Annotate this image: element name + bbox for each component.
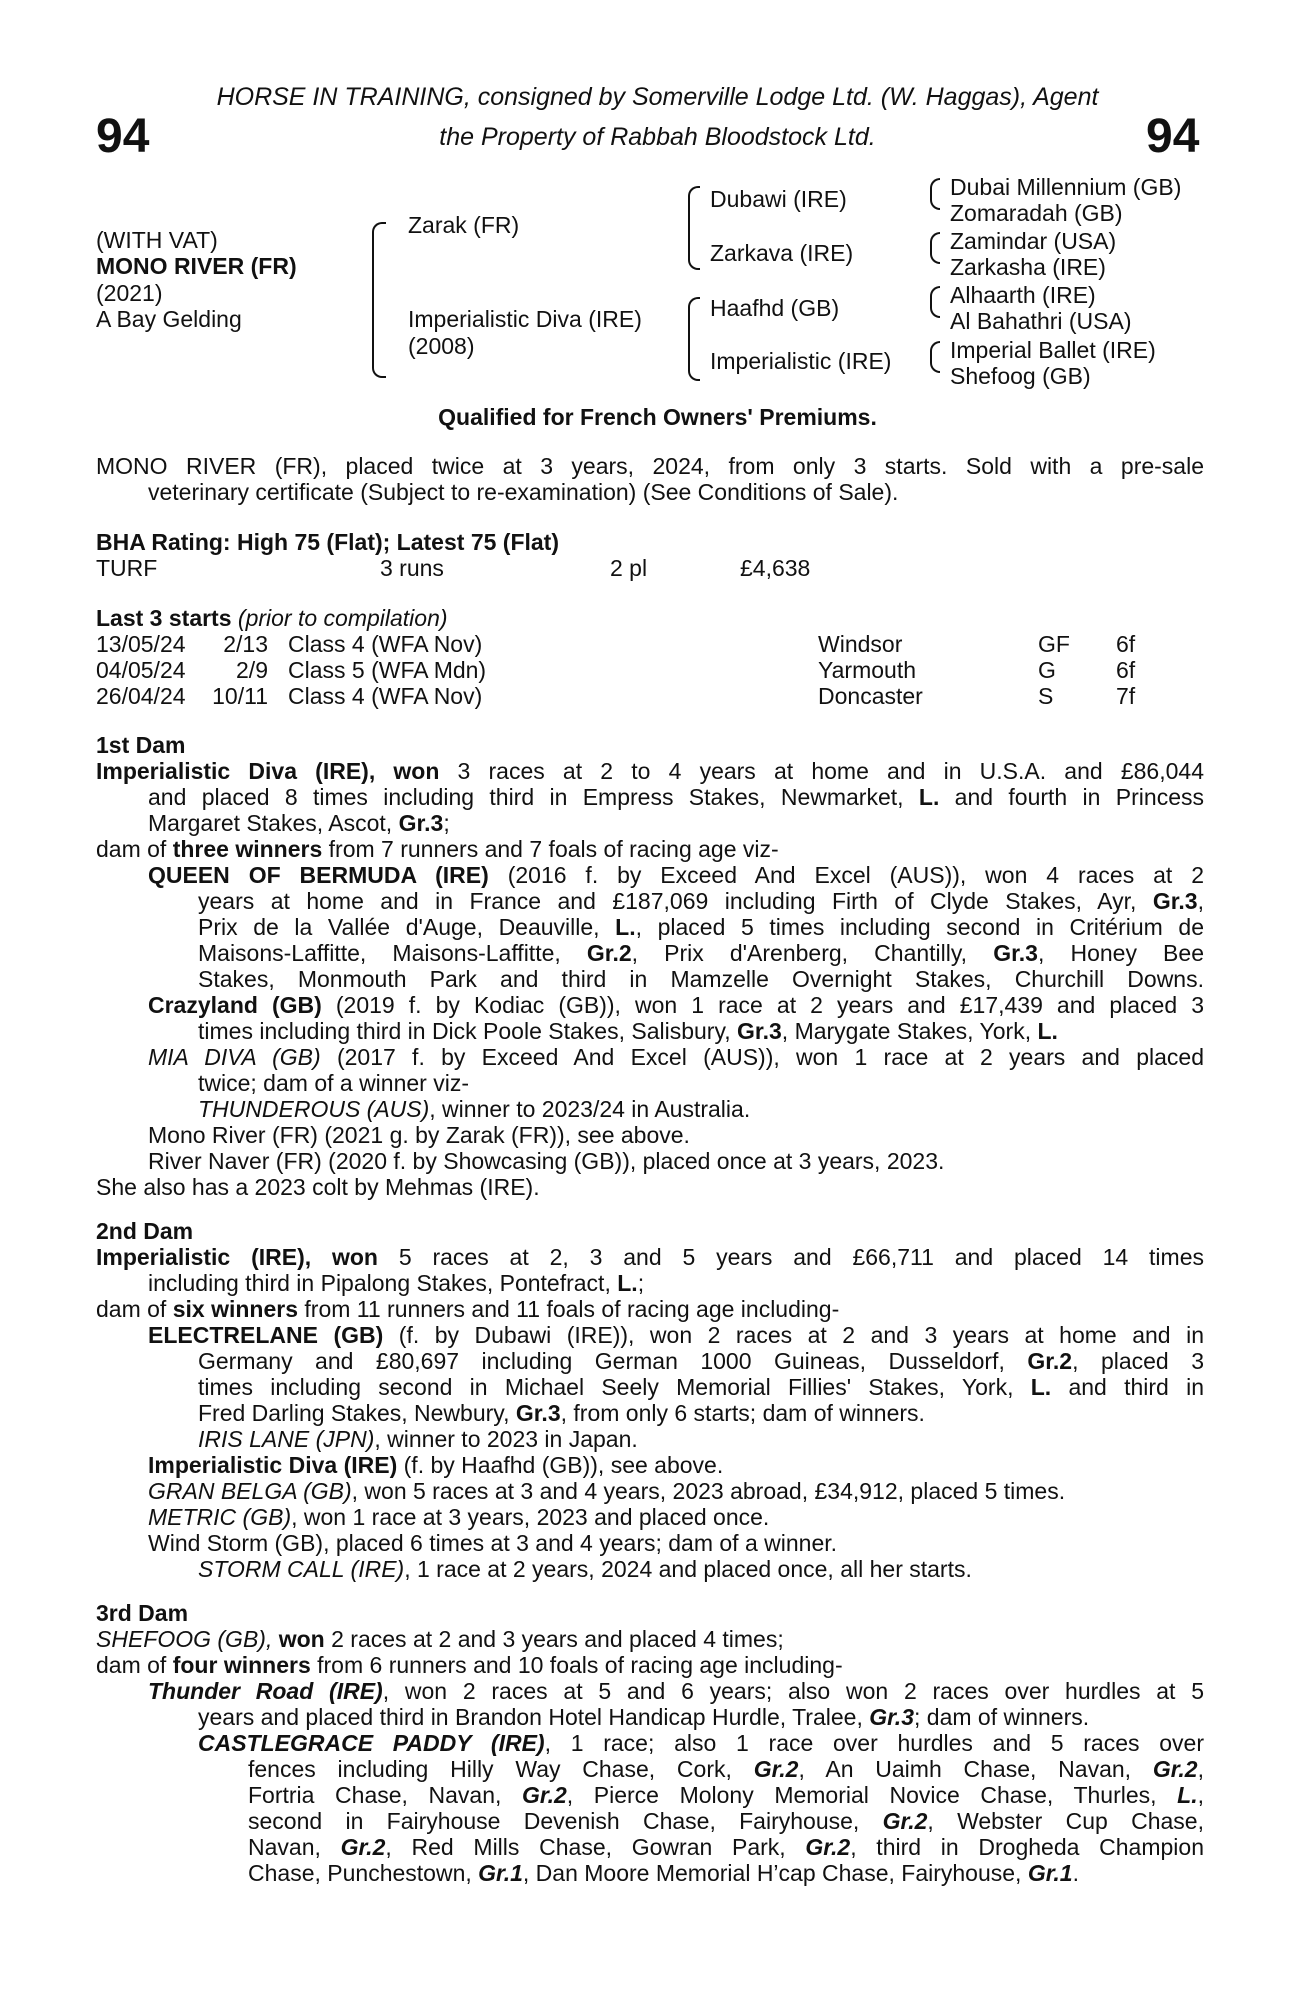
- metric: METRIC (GB), won 1 race at 3 years, 2023 and placed once.: [148, 1504, 770, 1530]
- start-going: S: [1038, 683, 1054, 709]
- start-going: GF: [1038, 631, 1070, 657]
- crazyland-2: times including third in Dick Poole Stakes, Salisbury, Gr.3, Marygate Stakes, York, L.: [198, 1018, 1058, 1044]
- bha-heading: BHA Rating: High 75 (Flat); Latest 75 (Flat): [96, 529, 559, 555]
- queen-of-bermuda-3: Prix de la Vallée d'Auge, Deauville, L., placed 5 times including second in Critérium de: [198, 914, 1204, 940]
- thunder-road-2: years and placed third in Brandon Hotel Handicap Hurdle, Tralee, Gr.3; dam of winners.: [198, 1704, 1090, 1730]
- start-pos: 2/9: [236, 657, 268, 683]
- start-pos: 10/11: [212, 683, 268, 709]
- pedigree-brace-2b: [688, 297, 700, 381]
- pedigree-brace-3a: [930, 178, 940, 210]
- dam3-progeny-intro: dam of four winners from 6 runners and 10 foals of racing age including-: [96, 1652, 843, 1678]
- dam-sire: Haafhd (GB): [710, 295, 840, 321]
- imperialistic-diva-entry: Imperialistic Diva (IRE) (f. by Haafhd (GB)), see above.: [148, 1452, 724, 1478]
- thunder-road-1: Thunder Road (IRE), won 2 races at 5 and 6 years; also won 2 races over hurdles at 5: [148, 1678, 1205, 1704]
- start-course: Windsor: [818, 631, 903, 657]
- wind-storm: Wind Storm (GB), placed 6 times at 3 and 4 years; dam of a winner.: [148, 1530, 838, 1556]
- horse-name: MONO RIVER (FR): [96, 253, 297, 279]
- dam: Imperialistic Diva (IRE): [408, 306, 642, 332]
- horse-year: (2021): [96, 280, 163, 306]
- dam1-line-3: Margaret Stakes, Ascot, Gr.3;: [148, 810, 450, 836]
- bha-runs: 3 runs: [380, 555, 444, 581]
- start-going: G: [1038, 657, 1056, 683]
- sire: Zarak (FR): [408, 212, 520, 238]
- intro-line-2: veterinary certificate (Subject to re-examination) (See Conditions of Sale).: [148, 479, 899, 505]
- castlegrace-paddy-6: Chase, Punchestown, Gr.1, Dan Moore Memorial H’cap Chase, Fairyhouse, Gr.1.: [248, 1860, 1079, 1886]
- start-dist: 6f: [1116, 657, 1136, 683]
- dam1-line-1: Imperialistic Diva (IRE), won 3 races at 2 to 4 years at home and in U.S.A. and £86,044: [96, 758, 1204, 784]
- river-naver-entry: River Naver (FR) (2020 f. by Showcasing (GB)), placed once at 3 years, 2023.: [148, 1148, 945, 1174]
- thunderous: THUNDEROUS (AUS), winner to 2023/24 in Australia.: [198, 1096, 751, 1122]
- sire-dam: Zarkava (IRE): [710, 240, 854, 266]
- g3-dss: Alhaarth (IRE): [950, 282, 1096, 308]
- g3-sss: Dubai Millennium (GB): [950, 174, 1182, 200]
- sire-sire: Dubawi (IRE): [710, 186, 847, 212]
- start-course: Doncaster: [818, 683, 923, 709]
- dam1-heading: 1st Dam: [96, 732, 186, 758]
- start-date: 26/04/24: [96, 683, 186, 709]
- pedigree-brace-1: [372, 222, 386, 378]
- bha-placed: 2 pl: [610, 555, 648, 581]
- castlegrace-paddy-5: Navan, Gr.2, Red Mills Chase, Gowran Park, Gr.2, third in Drogheda Champion: [248, 1834, 1204, 1860]
- dam3-line-1: SHEFOOG (GB), won 2 races at 2 and 3 years and placed 4 times;: [96, 1626, 784, 1652]
- queen-of-bermuda-5: Stakes, Monmouth Park and third in Mamzelle Overnight Stakes, Churchill Downs.: [198, 966, 1204, 992]
- qualified-note: Qualified for French Owners' Premiums.: [438, 404, 877, 430]
- g3-dsd: Al Bahathri (USA): [950, 308, 1132, 334]
- pedigree-brace-2a: [688, 186, 700, 270]
- dam1-also: She also has a 2023 colt by Mehmas (IRE).: [96, 1174, 540, 1200]
- castlegrace-paddy-1: CASTLEGRACE PADDY (IRE), 1 race; also 1 race over hurdles and 5 races over: [198, 1730, 1204, 1756]
- mia-diva-1: MIA DIVA (GB) (2017 f. by Exceed And Excel (AUS)), won 1 race at 2 years and placed: [148, 1044, 1204, 1070]
- start-class: Class 4 (WFA Nov): [288, 683, 483, 709]
- start-date: 13/05/24: [96, 631, 186, 657]
- electrelane-1: ELECTRELANE (GB) (f. by Dubawi (IRE)), won 2 races at 2 and 3 years at home and in: [148, 1322, 1204, 1348]
- intro-line-1: MONO RIVER (FR), placed twice at 3 years, 2024, from only 3 starts. Sold with a pre-sale: [96, 453, 1204, 479]
- start-dist: 7f: [1116, 683, 1136, 709]
- dam2-line-2: including third in Pipalong Stakes, Pontefract, L.;: [148, 1270, 645, 1296]
- electrelane-3: times including second in Michael Seely Memorial Fillies' Stakes, York, L. and third in: [198, 1374, 1204, 1400]
- g3-dds: Imperial Ballet (IRE): [950, 337, 1156, 363]
- electrelane-4: Fred Darling Stakes, Newbury, Gr.3, from only 6 starts; dam of winners.: [198, 1400, 925, 1426]
- pedigree-brace-3d: [930, 341, 940, 373]
- start-date: 04/05/24: [96, 657, 186, 683]
- dam3-heading: 3rd Dam: [96, 1600, 189, 1626]
- gran-belga: GRAN BELGA (GB), won 5 races at 3 and 4 years, 2023 abroad, £34,912, placed 5 times.: [148, 1478, 1066, 1504]
- property-line: the Property of Rabbah Bloodstock Ltd.: [439, 123, 876, 151]
- mono-river-entry: Mono River (FR) (2021 g. by Zarak (FR)), see above.: [148, 1122, 690, 1148]
- lot-number-left: 94: [96, 110, 150, 163]
- storm-call: STORM CALL (IRE), 1 race at 2 years, 2024 and placed once, all her starts.: [198, 1556, 972, 1582]
- last-starts-title: Last 3 starts: [96, 605, 232, 631]
- g3-ssd: Zomaradah (GB): [950, 200, 1123, 226]
- castlegrace-paddy-3: Fortria Chase, Navan, Gr.2, Pierce Molony Memorial Novice Chase, Thurles, L.,: [248, 1782, 1204, 1808]
- start-class: Class 5 (WFA Mdn): [288, 657, 487, 683]
- dam2-progeny-intro: dam of six winners from 11 runners and 11 foals of racing age including-: [96, 1296, 840, 1322]
- consignor-line: HORSE IN TRAINING, consigned by Somerville Lodge Ltd. (W. Haggas), Agent: [216, 83, 1099, 111]
- bha-surface: TURF: [96, 555, 158, 581]
- dam-year: (2008): [408, 333, 475, 359]
- queen-of-bermuda-1: QUEEN OF BERMUDA (IRE) (2016 f. by Exceed And Excel (AUS)), won 4 races at 2: [148, 862, 1204, 888]
- g3-sds: Zamindar (USA): [950, 228, 1117, 254]
- pedigree-brace-3c: [930, 286, 940, 318]
- dam-dam: Imperialistic (IRE): [710, 348, 892, 374]
- queen-of-bermuda-2: years at home and in France and £187,069 including Firth of Clyde Stakes, Ayr, Gr.3,: [198, 888, 1204, 914]
- crazyland-1: Crazyland (GB) (2019 f. by Kodiac (GB)), won 1 race at 2 years and £17,439 and placed 3: [148, 992, 1204, 1018]
- last-starts-note: (prior to compilation): [237, 605, 448, 631]
- vat-label: (WITH VAT): [96, 227, 218, 253]
- g3-ddd: Shefoog (GB): [950, 363, 1091, 389]
- dam2-heading: 2nd Dam: [96, 1218, 194, 1244]
- pedigree-brace-3b: [930, 232, 940, 264]
- start-course: Yarmouth: [818, 657, 917, 683]
- dam2-line-1: Imperialistic (IRE), won 5 races at 2, 3 and 5 years and £66,711 and placed 14 times: [96, 1244, 1204, 1270]
- start-dist: 6f: [1116, 631, 1136, 657]
- last-starts-heading: [96, 605, 448, 631]
- start-class: Class 4 (WFA Nov): [288, 631, 483, 657]
- mia-diva-2: twice; dam of a winner viz-: [198, 1070, 469, 1096]
- queen-of-bermuda-4: Maisons-Laffitte, Maisons-Laffitte, Gr.2, Prix d'Arenberg, Chantilly, Gr.3, Honey Bee: [198, 940, 1204, 966]
- dam1-line-2: and placed 8 times including third in Empress Stakes, Newmarket, L. and fourth in Princess: [148, 784, 1204, 810]
- lot-number-right: 94: [1146, 110, 1200, 163]
- start-pos: 2/13: [223, 631, 268, 657]
- electrelane-2: Germany and £80,697 including German 1000 Guineas, Dusseldorf, Gr.2, placed 3: [198, 1348, 1204, 1374]
- iris-lane: IRIS LANE (JPN), winner to 2023 in Japan.: [198, 1426, 638, 1452]
- castlegrace-paddy-4: second in Fairyhouse Devenish Chase, Fairyhouse, Gr.2, Webster Cup Chase,: [248, 1808, 1204, 1834]
- horse-description: A Bay Gelding: [96, 306, 242, 332]
- dam1-progeny-intro: dam of three winners from 7 runners and 7 foals of racing age viz-: [96, 836, 779, 862]
- castlegrace-paddy-2: fences including Hilly Way Chase, Cork, Gr.2, An Uaimh Chase, Navan, Gr.2,: [248, 1756, 1204, 1782]
- bha-earnings: £4,638: [740, 555, 811, 581]
- g3-sdd: Zarkasha (IRE): [950, 254, 1106, 280]
